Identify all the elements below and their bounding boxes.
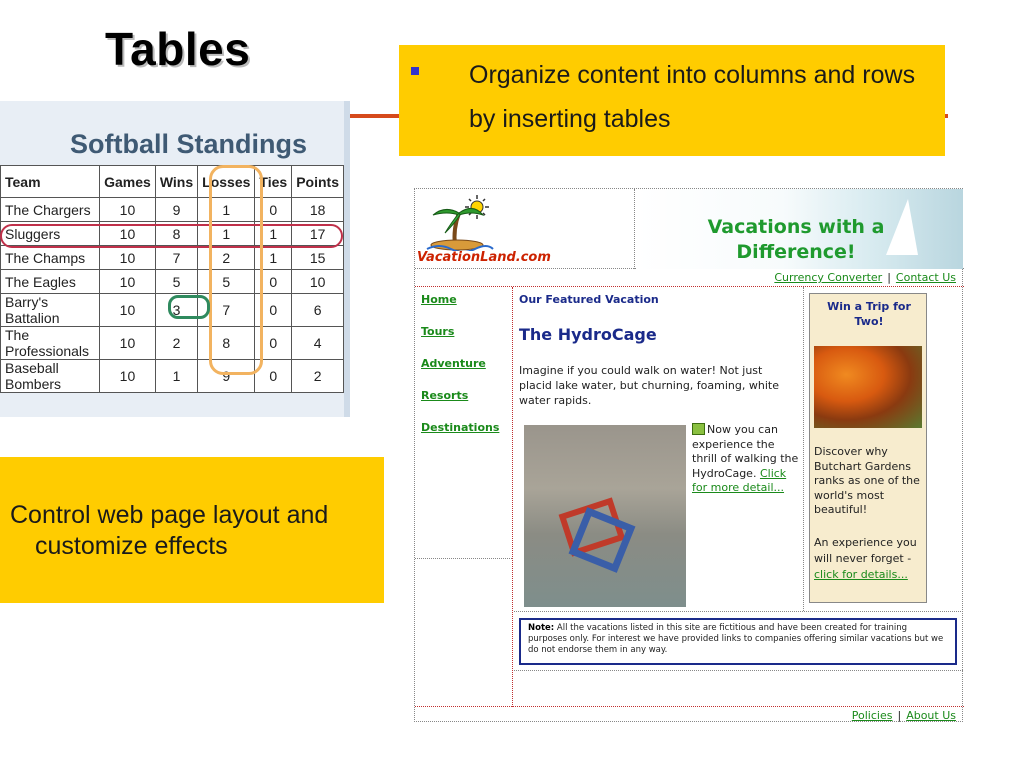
table-row xyxy=(1,246,344,270)
table-row xyxy=(1,327,344,360)
points-cell: 15 xyxy=(292,246,344,270)
header-losses: Losses xyxy=(198,166,255,198)
top-links xyxy=(774,271,956,284)
team-cell: Sluggers xyxy=(1,222,100,246)
softball-title: Softball Standings xyxy=(70,129,308,159)
losses-cell: 2 xyxy=(198,246,255,270)
promo-title: Win a Trip for Two! xyxy=(827,300,911,328)
team-cell: The Champs xyxy=(1,246,100,270)
standings-header-row xyxy=(1,166,344,198)
team-cell: The Chargers xyxy=(1,198,100,222)
garden-photo xyxy=(814,346,922,428)
contact-us-link[interactable]: Contact Us xyxy=(895,271,956,284)
games-cell: 10 xyxy=(100,294,156,327)
ties-cell: 0 xyxy=(255,327,292,360)
losses-cell: 7 xyxy=(198,294,255,327)
ties-cell: 1 xyxy=(255,246,292,270)
slide-title: Tables xyxy=(105,23,251,75)
promo-details-link[interactable]: click for details... xyxy=(814,568,908,581)
header-points: Points xyxy=(292,166,344,198)
team-cell: Baseball Bombers xyxy=(1,360,100,393)
banner-title: Vacations with a Difference! xyxy=(707,216,885,263)
table-row xyxy=(1,360,344,393)
featured-description: Imagine if you could walk on water! Not just placid lake water, but churning, foaming, white water rapids. xyxy=(519,364,779,407)
site-footer xyxy=(852,709,956,722)
site-banner xyxy=(636,189,963,269)
games-cell: 10 xyxy=(100,327,156,360)
wins-cell: 3 xyxy=(155,294,197,327)
table-row xyxy=(1,270,344,294)
featured-title: The HydroCage xyxy=(519,325,657,344)
standings-table xyxy=(0,165,344,393)
softball-standings-image xyxy=(0,101,350,417)
note-text: All the vacations listed in this site are fictitious and have been created for training purposes only. For interest we have provided links to companies offering similar vacations but we do not endorse them in any way. xyxy=(528,623,944,655)
wins-cell: 9 xyxy=(155,198,197,222)
website-screenshot xyxy=(414,188,963,722)
note-label: Note: xyxy=(528,623,555,633)
team-cell: Barry's Battalion xyxy=(1,294,100,327)
row-highlight-ring xyxy=(0,224,343,248)
featured-side-text: Now you can experience the thrill of walking the HydroCage. xyxy=(692,423,799,480)
wins-cell: 1 xyxy=(155,360,197,393)
games-cell: 10 xyxy=(100,360,156,393)
link-separator: | xyxy=(887,271,891,284)
ties-cell: 0 xyxy=(255,360,292,393)
cell-highlight-ring xyxy=(168,295,210,319)
policies-link[interactable]: Policies xyxy=(851,709,893,722)
note-area xyxy=(514,611,963,671)
logo-text: VacationLand.com xyxy=(417,250,551,265)
games-cell: 10 xyxy=(100,270,156,294)
nav-item-destinations[interactable]: Destinations xyxy=(421,421,500,434)
points-cell: 18 xyxy=(292,198,344,222)
games-cell: 10 xyxy=(100,222,156,246)
losses-cell: 5 xyxy=(198,270,255,294)
palm-island-icon xyxy=(425,193,495,251)
team-cell: The Eagles xyxy=(1,270,100,294)
about-us-link[interactable]: About Us xyxy=(906,709,956,722)
points-cell: 4 xyxy=(292,327,344,360)
thumbnail-icon xyxy=(692,423,705,435)
bullet-text: Organize content into columns and rows by inserting tables xyxy=(469,61,916,133)
hydrocage-photo xyxy=(524,425,686,607)
bullet-callout xyxy=(399,45,945,156)
losses-cell: 1 xyxy=(198,222,255,246)
header-games: Games xyxy=(100,166,156,198)
featured-section xyxy=(514,287,804,611)
site-header xyxy=(415,189,964,269)
bullet-marker-icon xyxy=(411,67,419,75)
ties-cell: 0 xyxy=(255,270,292,294)
disclaimer-note xyxy=(519,618,957,665)
nav-item-resorts[interactable]: Resorts xyxy=(421,389,469,402)
header-ties: Ties xyxy=(255,166,292,198)
ties-cell: 0 xyxy=(255,294,292,327)
nav-item-home[interactable]: Home xyxy=(421,293,457,306)
losses-cell: 8 xyxy=(198,327,255,360)
ties-cell: 1 xyxy=(255,222,292,246)
games-cell: 10 xyxy=(100,246,156,270)
points-cell: 10 xyxy=(292,270,344,294)
layout-callout-text: Control web page layout and customize effects xyxy=(10,501,329,560)
site-logo[interactable] xyxy=(415,189,635,269)
featured-heading: Our Featured Vacation xyxy=(519,293,659,306)
games-cell: 10 xyxy=(100,198,156,222)
currency-converter-link[interactable]: Currency Converter xyxy=(774,271,883,284)
points-cell: 6 xyxy=(292,294,344,327)
divider xyxy=(415,706,964,707)
wins-cell: 2 xyxy=(155,327,197,360)
promo-text: Discover why Butchart Gardens ranks as one of the world's most beautiful! xyxy=(814,445,920,516)
layout-callout xyxy=(0,457,384,603)
promo-text2: An experience you will never forget - xyxy=(814,536,917,565)
ties-cell: 0 xyxy=(255,198,292,222)
site-nav xyxy=(415,287,513,707)
promo-text-secondary xyxy=(814,535,926,583)
link-separator: | xyxy=(897,709,902,722)
promo-column xyxy=(805,287,963,611)
nav-box xyxy=(415,287,512,559)
points-cell: 2 xyxy=(292,360,344,393)
table-row xyxy=(1,198,344,222)
wins-cell: 7 xyxy=(155,246,197,270)
nav-item-adventure[interactable]: Adventure xyxy=(421,357,486,370)
points-cell: 17 xyxy=(292,222,344,246)
nav-item-tours[interactable]: Tours xyxy=(421,325,455,338)
header-wins: Wins xyxy=(155,166,197,198)
wins-cell: 5 xyxy=(155,270,197,294)
more-detail-link[interactable]: Click for more detail... xyxy=(692,466,787,494)
featured-side xyxy=(692,423,802,496)
wins-cell: 8 xyxy=(155,222,197,246)
column-highlight-ring xyxy=(209,165,263,375)
team-cell: The Professionals xyxy=(1,327,100,360)
header-team: Team xyxy=(1,166,100,198)
losses-cell: 9 xyxy=(198,360,255,393)
promo-box xyxy=(809,293,927,603)
losses-cell: 1 xyxy=(198,198,255,222)
